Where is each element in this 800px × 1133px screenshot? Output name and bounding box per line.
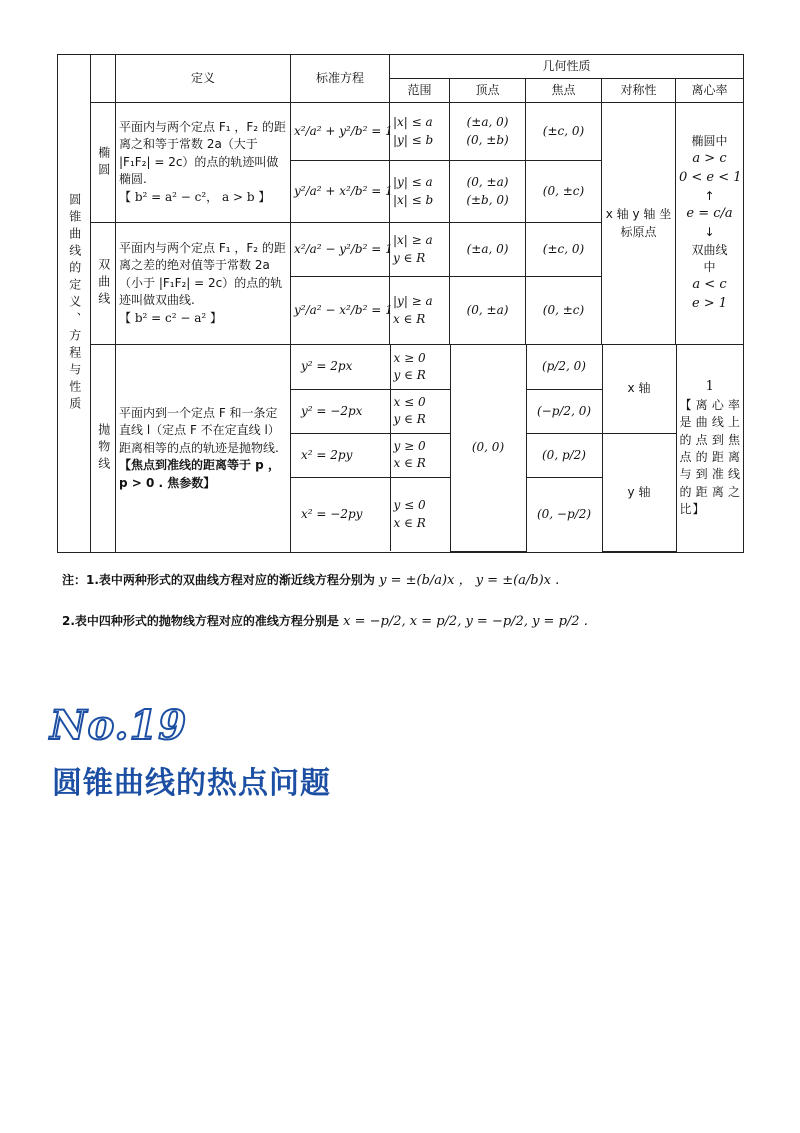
ecc-ellipse-label: 椭圆中 xyxy=(691,133,728,148)
parabola-range-3 xyxy=(390,433,450,477)
hyperbola-eq-1: x²/a² − y²/b² = 1 xyxy=(291,223,390,277)
parabola-definition-cell xyxy=(116,345,291,553)
parabola-sym-x: x 轴 xyxy=(602,345,676,433)
ellipse-focus-2: (0, ±c) xyxy=(526,161,602,223)
hyperbola-name-cell xyxy=(91,223,116,345)
ecc-formula: e = c/a xyxy=(686,206,733,222)
parabola-range-1a: x ≥ 0 xyxy=(393,350,426,365)
parabola-focus-3: (0, p/2) xyxy=(526,433,602,477)
parabola-range-1b: y ∈ R xyxy=(393,368,426,382)
ellipse-vertex-1 xyxy=(450,103,526,161)
conic-properties-table xyxy=(57,54,744,553)
hyperbola-range-2 xyxy=(390,277,450,345)
parabola-focus-1: (p/2, 0) xyxy=(526,345,602,389)
parabola-range-3a: y ≥ 0 xyxy=(393,438,426,453)
parabola-range-2b: y ∈ R xyxy=(393,412,426,427)
hyperbola-range-2a: |y| ≥ a xyxy=(393,294,433,309)
ellipse-range-1b: |y| ≤ b xyxy=(393,132,434,147)
parabola-detail-cell xyxy=(291,345,744,553)
hyperbola-vertex-1: (±a, 0) xyxy=(450,223,526,277)
parabola-vertex: (0, 0) xyxy=(450,345,526,551)
header-vertex: 顶点 xyxy=(450,79,526,103)
hyperbola-definition: 平面内与两个定点 F₁ ，F₂ 的距离之差的绝对值等于常数 2a（小于 |F₁F₂| = 2c）的点的轨迹叫做双曲线. xyxy=(119,241,286,308)
parabola-ecc-note: 【离心率是曲线上的点到焦点的距离与到准线的距离之比】 xyxy=(679,397,741,517)
parabola-sym-y: y 轴 xyxy=(602,433,676,551)
parabola-range-2a: x ≤ 0 xyxy=(393,394,426,409)
ellipse-name-cell xyxy=(91,103,116,223)
ecc-hyperbola-label: 双曲线 xyxy=(691,242,728,257)
side-label-cell xyxy=(58,55,91,553)
parabola-range-1 xyxy=(390,345,450,389)
ellipse-range-2 xyxy=(390,161,450,223)
parabola-eq-1: y² = 2px xyxy=(291,345,390,389)
ecc-ellipse-cond2: 0 < e < 1 xyxy=(679,170,742,186)
header-symmetry: 对称性 xyxy=(602,79,676,103)
hyperbola-focus-1: (±c, 0) xyxy=(526,223,602,277)
ellipse-eq-1: x²/a² + y²/b² = 1 xyxy=(291,103,390,161)
hyperbola-range-1b: y ∈ R xyxy=(393,250,426,265)
header-range: 范围 xyxy=(390,79,450,103)
hyperbola-range-2b: x ∈ R xyxy=(393,311,426,326)
header-eccentricity: 离心率 xyxy=(676,79,744,103)
parabola-eq-3: x² = 2py xyxy=(291,433,390,477)
parabola-range-4a: y ≤ 0 xyxy=(393,498,426,513)
parabola-name-cell xyxy=(91,345,116,553)
section-number: No.19 xyxy=(50,702,188,749)
parabola-definition: 平面内到一个定点 F 和一条定直线 l（定点 F 不在定直线 l）距离相等的点的轨迹是抛物线. xyxy=(119,406,280,455)
hyperbola-relation: 【 b² = c² − a² 】 xyxy=(119,310,222,325)
arrow-down-icon: ↓ xyxy=(704,225,715,240)
note-1 xyxy=(62,569,559,588)
parabola-relation: 【焦点到准线的距离等于 p ， p > 0 . 焦参数】 xyxy=(119,458,280,490)
parabola-range-3b: x ∈ R xyxy=(393,456,426,471)
header-std-eq: 标准方程 xyxy=(291,55,390,103)
ellipse-name: 椭圆 xyxy=(96,145,111,180)
note-1-eq: y = ±(b/a)x ， y = ±(a/b)x . xyxy=(379,573,560,588)
ecc-ellipse-cond1: a > c xyxy=(692,151,727,167)
note-2-text: 2.表中四种形式的抛物线方程对应的准线方程分别是 xyxy=(62,614,339,628)
ellipse-vertex-2b: (±b, 0) xyxy=(466,192,509,207)
ellipse-relation: 【 b² = a² − c²， a > b 】 xyxy=(119,189,271,204)
header-geo: 几何性质 xyxy=(390,55,744,79)
parabola-ecc-cell xyxy=(676,345,744,551)
ellipse-eq-2: y²/a² + x²/b² = 1 xyxy=(291,161,390,223)
hyperbola-definition-cell xyxy=(116,223,291,345)
parabola-detail-table xyxy=(291,345,744,552)
hyperbola-name: 双曲线 xyxy=(96,258,111,309)
ellipse-vertex-2 xyxy=(450,161,526,223)
parabola-focus-2: (−p/2, 0) xyxy=(526,389,602,433)
ecc-hyperbola-cond1: a < c xyxy=(692,277,727,293)
ellipse-range-1 xyxy=(390,103,450,161)
ellipse-vertex-1b: (0, ±b) xyxy=(466,132,509,147)
hyperbola-range-1 xyxy=(390,223,450,277)
conic-symmetry: x 轴 y 轴 坐标原点 xyxy=(602,103,676,345)
hyperbola-eq-2: y²/a² − x²/b² = 1 xyxy=(291,277,390,345)
ellipse-focus-1: (±c, 0) xyxy=(526,103,602,161)
side-label: 圆锥曲线的定义、方程与性质 xyxy=(67,193,82,414)
conic-eccentricity-cell xyxy=(676,103,744,345)
parabola-ecc-value: 1 xyxy=(705,378,715,394)
ecc-hyperbola-cond2: e > 1 xyxy=(691,296,728,312)
header-focus: 焦点 xyxy=(526,79,602,103)
arrow-up-icon: ↑ xyxy=(704,188,715,203)
ellipse-vertex-2a: (0, ±a) xyxy=(466,175,509,190)
ellipse-range-1a: |x| ≤ a xyxy=(393,115,433,130)
parabola-eq-4: x² = −2py xyxy=(291,477,390,551)
note-1-text: 注：1.表中两种形式的双曲线方程对应的渐近线方程分别为 xyxy=(62,573,375,587)
hyperbola-focus-2: (0, ±c) xyxy=(526,277,602,345)
parabola-focus-4: (0, −p/2) xyxy=(526,477,602,551)
parabola-range-4 xyxy=(390,477,450,551)
ecc-hyperbola-label2: 中 xyxy=(703,260,716,274)
ellipse-definition-cell xyxy=(116,103,291,223)
ellipse-range-2a: |y| ≤ a xyxy=(393,175,433,190)
parabola-range-4b: x ∈ R xyxy=(393,515,426,530)
parabola-name: 抛物线 xyxy=(96,423,111,474)
ellipse-range-2b: |x| ≤ b xyxy=(393,192,434,207)
ellipse-definition: 平面内与两个定点 F₁ ，F₂ 的距离之和等于常数 2a（大于 |F₁F₂| = 2c）的点的轨迹叫做椭圆. xyxy=(119,120,286,187)
parabola-range-2 xyxy=(390,389,450,433)
header-definition: 定义 xyxy=(116,55,291,103)
ellipse-vertex-1a: (±a, 0) xyxy=(466,115,509,130)
hyperbola-range-1a: |x| ≥ a xyxy=(393,233,433,248)
hyperbola-vertex-2: (0, ±a) xyxy=(450,277,526,345)
section-title: 圆锥曲线的热点问题 xyxy=(52,766,331,801)
note-2 xyxy=(62,612,588,629)
note-2-eq: x = −p/2, x = p/2, y = −p/2, y = p/2 . xyxy=(343,614,588,629)
parabola-eq-2: y² = −2px xyxy=(291,389,390,433)
